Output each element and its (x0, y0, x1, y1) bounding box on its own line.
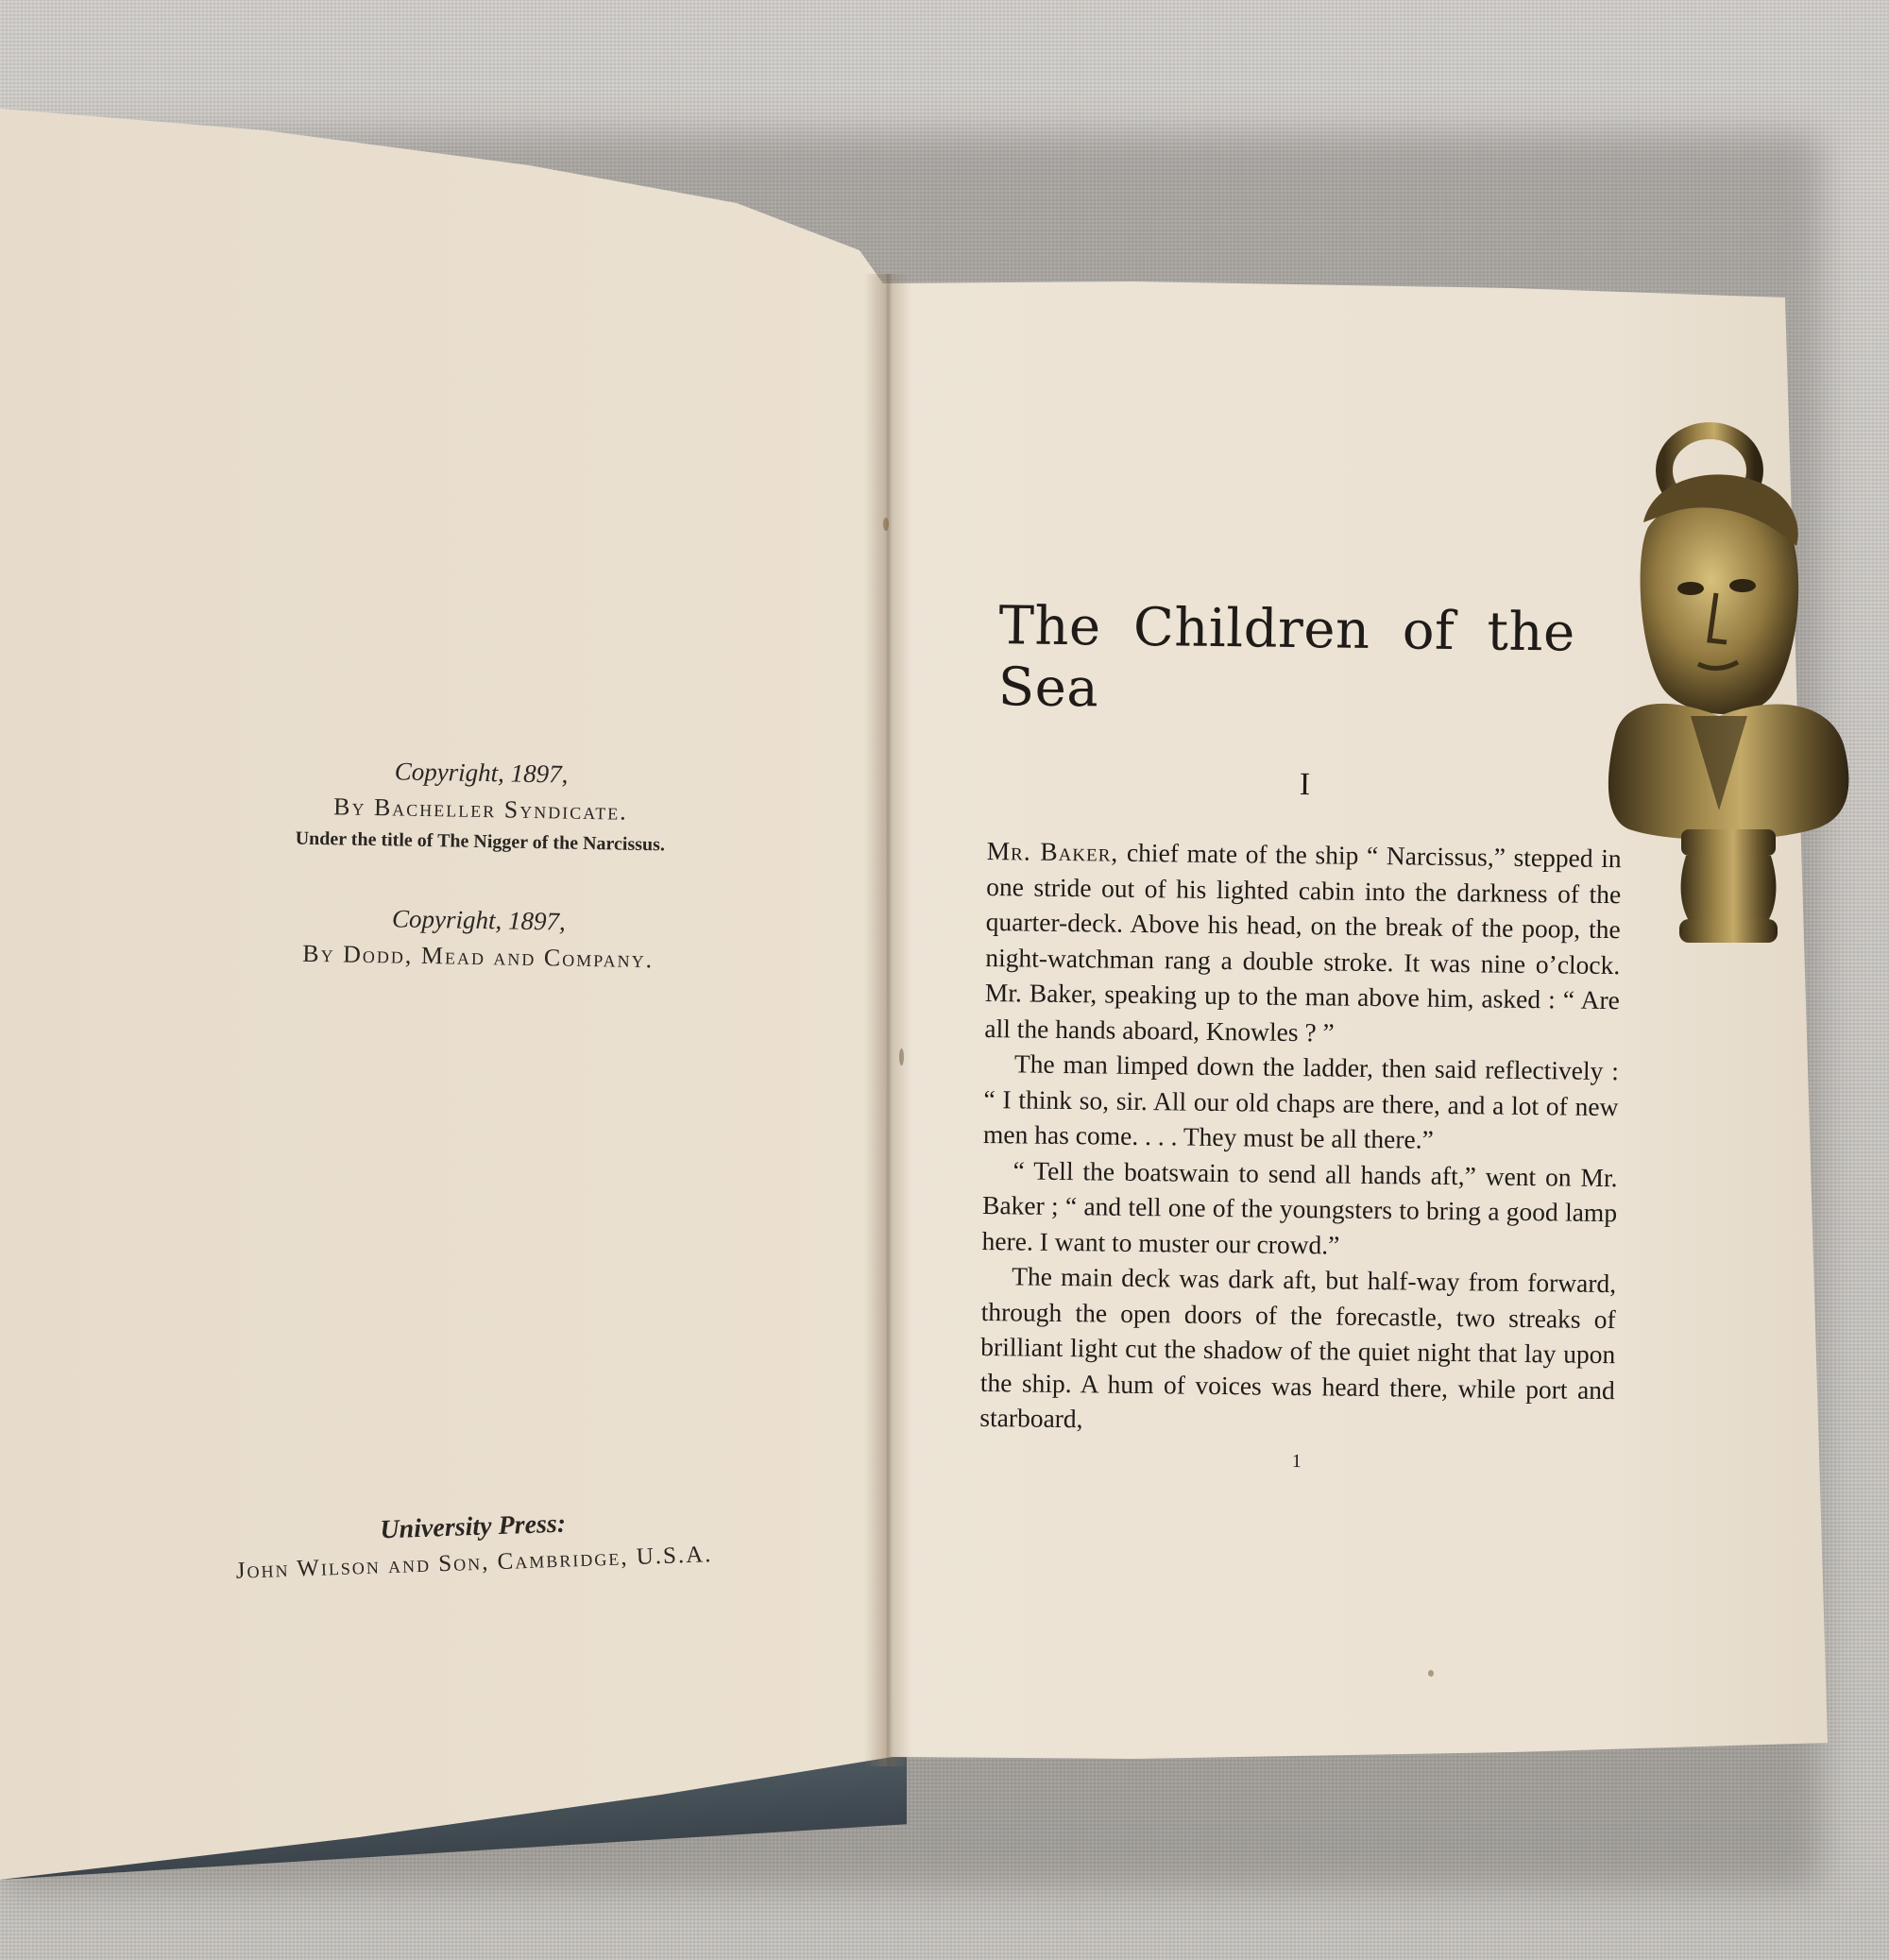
paragraph-1-lead: Mr. Baker, (986, 835, 1119, 867)
brass-bust-figurine (1596, 414, 1856, 966)
publisher-line-1: By Bacheller Syndicate. (332, 793, 628, 826)
book-title: The Children of the Sea (997, 595, 1576, 720)
paragraph-4: The main deck was dark aft, but half-way from forward, through the open doors of the forecastle, two streaks of brilliant light cut the shadow of the quiet night that lay upon the ship. A hum of voices was heard there, while port and starboard, (979, 1261, 1617, 1434)
paragraph-1-rest: chief mate of the ship “ Narcissus,” stepped in one stride out of his lighted cabin into the darkness of the quarter-deck. Above his head, on the break of the poop, the night-watchman rang a double stroke. It was nine o’clock. Mr. Baker, speaking up to the man above him, asked : “ Are all the hands aboard, Knowles ? ” (984, 837, 1622, 1047)
book-gutter (864, 274, 911, 1766)
copyright-line-2: Copyright, 1897, (391, 904, 566, 936)
chapter-number: I (1299, 767, 1311, 803)
printer-line: John Wilson and Son, Cambridge, U.S.A. (235, 1542, 713, 1584)
foxing-spot (1428, 1670, 1434, 1677)
publisher-line-2: By Dodd, Mead and Company. (302, 939, 655, 974)
page-number: 1 (1291, 1450, 1302, 1472)
title-note: Under the title of The Nigger of the Narcissus. (295, 827, 666, 856)
paragraph-2: The man limped down the ladder, then said reflectively : “ I think so, sir. All our old chaps are there, and a lot of new men has come. . . . They must be all there.” (982, 1048, 1620, 1154)
paragraph-3: “ Tell the boatswain to send all hands aft,” went on Mr. Baker ; “ and tell one of the youngsters to bring a good lamp here. I want to muster our crowd.” (981, 1154, 1618, 1260)
press-name: University Press: (379, 1508, 567, 1545)
foxing-spot (883, 518, 889, 531)
copyright-line-1: Copyright, 1897, (394, 757, 569, 789)
copyright-block (185, 746, 774, 984)
paragraph-1 (984, 833, 1622, 1053)
foxing-spot (899, 1048, 904, 1065)
chapter-page-text (979, 595, 1625, 1476)
